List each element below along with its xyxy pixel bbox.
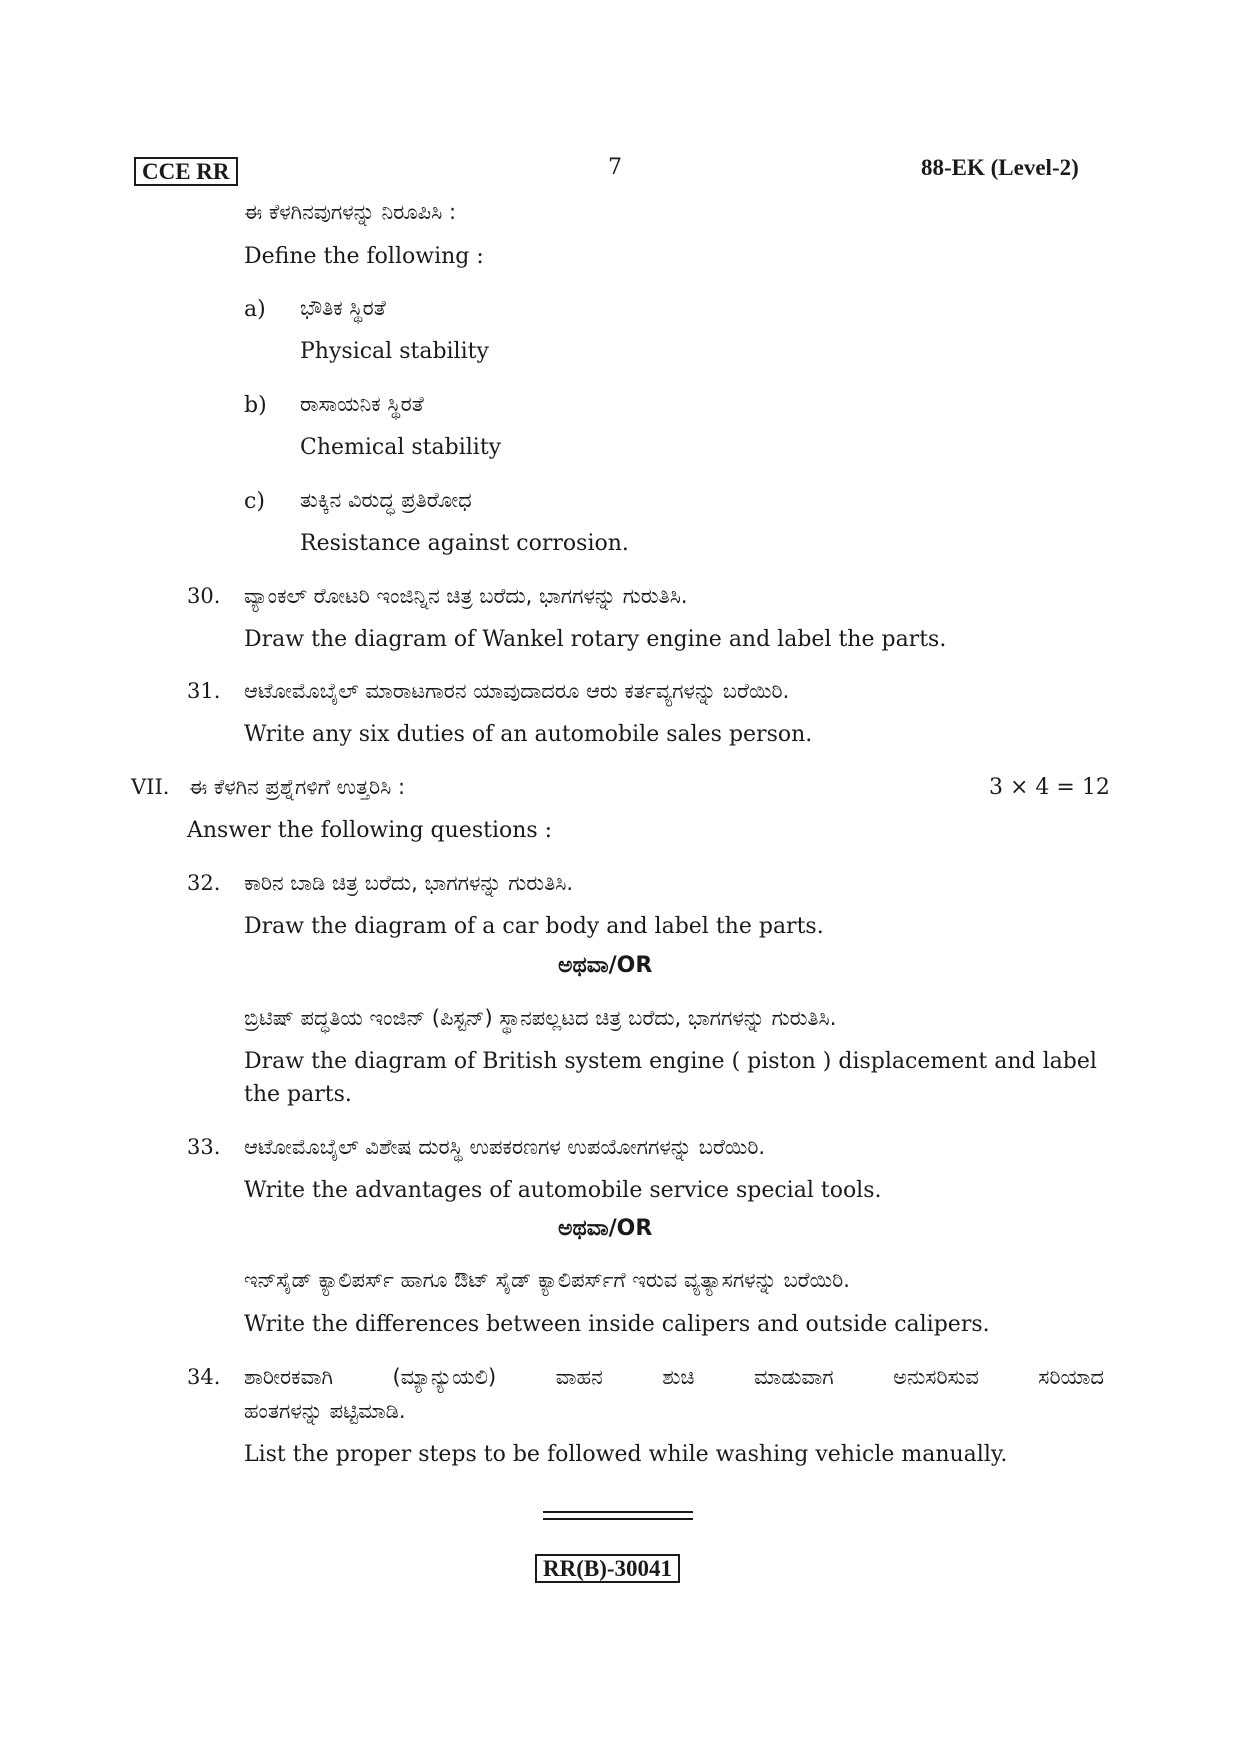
end-rule-bottom	[543, 1518, 693, 1520]
question-34-kannada-line1: ಶಾರೀರಕವಾಗಿ (ಮ್ಯಾನ್ಯುಯಲಿ) ವಾಹನ ಶುಚಿ ಮಾಡುವಾಗ ಅನುಸರಿಸುವ ಸರಿಯಾದ	[244, 1365, 1104, 1389]
question-32-alt-english-line2: the parts.	[244, 1082, 352, 1107]
question-33-alt-english: Write the differences between inside calipers and outside calipers.	[244, 1312, 990, 1337]
sub-item-label-b: b)	[244, 393, 267, 418]
paper-code-box: CCE RR	[134, 157, 238, 186]
question-number-31: 31.	[187, 679, 221, 703]
question-number-33: 33.	[187, 1135, 221, 1159]
sub-item-label-a: a)	[244, 297, 266, 322]
question-number-34: 34.	[187, 1365, 221, 1389]
question-32-alt-english-line1: Draw the diagram of British system engine ( piston ) displacement and label	[244, 1049, 1097, 1074]
intro-english: Define the following :	[244, 244, 484, 269]
question-33-kannada: ಆಟೋಮೊಬೈಲ್ ವಿಶೇಷ ದುರಸ್ಥಿ ಉಪಕರಣಗಳ ಉಪಯೋಗಗಳನ್ನು ಬರೆಯಿರಿ.	[244, 1135, 766, 1159]
subject-code: 88-EK (Level-2)	[921, 155, 1079, 180]
sub-item-a-english: Physical stability	[300, 339, 489, 364]
question-30-english: Draw the diagram of Wankel rotary engine and label the parts.	[244, 627, 947, 652]
section-heading-english: Answer the following questions :	[187, 818, 553, 843]
question-33-alt-kannada: ಇನ್‌ಸೈಡ್ ಕ್ಯಾಲಿಪರ್ಸ್ ಹಾಗೂ ಔಟ್ ಸೈಡ್ ಕ್ಯಾಲಿಪರ್ಸ್‌ಗೆ ಇರುವ ವ್ಯತ್ಯಾಸಗಳನ್ನು ಬರೆಯಿರಿ.	[244, 1268, 850, 1292]
question-34-english: List the proper steps to be followed while washing vehicle manually.	[244, 1442, 1008, 1467]
question-number-30: 30.	[187, 584, 221, 608]
sub-item-b-kannada: ರಾಸಾಯನಿಕ ಸ್ಥಿರತೆ	[300, 392, 424, 416]
page-number: 7	[608, 155, 622, 180]
question-number-32: 32.	[187, 871, 221, 895]
intro-kannada: ಈ ಕೆಳಗಿನವುಗಳನ್ನು ನಿರೂಪಿಸಿ :	[244, 200, 457, 224]
question-32-kannada: ಕಾರಿನ ಬಾಡಿ ಚಿತ್ರ ಬರೆದು, ಭಾಗಗಳನ್ನು ಗುರುತಿಸಿ.	[244, 871, 574, 895]
question-32-english: Draw the diagram of a car body and label the parts.	[244, 914, 824, 939]
question-30-kannada: ವ್ಯಾಂಕಲ್ ರೋಟರಿ ಇಂಜಿನ್ನಿನ ಚಿತ್ರ ಬರೆದು, ಭಾಗಗಳನ್ನು ಗುರುತಿಸಿ.	[244, 584, 688, 608]
question-31-english: Write any six duties of an automobile sales person.	[244, 722, 813, 747]
or-divider-1: ಅಥವಾ/OR	[558, 953, 653, 978]
question-34-kannada-line2: ಹಂತಗಳನ್ನು ಪಟ್ಟಿಮಾಡಿ.	[244, 1399, 406, 1423]
sub-item-c-kannada: ತುಕ್ಕಿನ ವಿರುದ್ಧ ಪ್ರತಿರೋಧ	[300, 488, 472, 512]
footer-code-box: RR(B)-30041	[535, 1554, 680, 1583]
sub-item-c-english: Resistance against corrosion.	[300, 531, 629, 556]
question-32-alt-kannada: ಬ್ರಿಟಿಷ್ ಪದ್ಧತಿಯ ಇಂಜಿನ್ (ಪಿಸ್ಟನ್) ಸ್ಥಾನಪಲ್ಲಟದ ಚಿತ್ರ ಬರೆದು, ಭಾಗಗಳನ್ನು ಗುರುತಿಸಿ.	[244, 1006, 837, 1030]
sub-item-label-c: c)	[244, 489, 265, 514]
section-number: VII.	[131, 775, 170, 799]
sub-item-a-kannada: ಭೌತಿಕ ಸ್ಥಿರತೆ	[300, 296, 386, 320]
question-31-kannada: ಆಟೋಮೊಬೈಲ್ ಮಾರಾಟಗಾರನ ಯಾವುದಾದರೂ ಆರು ಕರ್ತವ್ಯಗಳನ್ನು ಬರೆಯಿರಿ.	[244, 679, 790, 703]
end-rule-top	[543, 1511, 693, 1513]
sub-item-b-english: Chemical stability	[300, 435, 502, 460]
or-divider-2: ಅಥವಾ/OR	[558, 1216, 653, 1241]
section-marks: 3 × 4 = 12	[989, 775, 1110, 800]
question-33-english: Write the advantages of automobile service special tools.	[244, 1178, 882, 1203]
section-heading-kannada: ಈ ಕೆಳಗಿನ ಪ್ರಶ್ನೆಗಳಿಗೆ ಉತ್ತರಿಸಿ :	[189, 775, 406, 799]
